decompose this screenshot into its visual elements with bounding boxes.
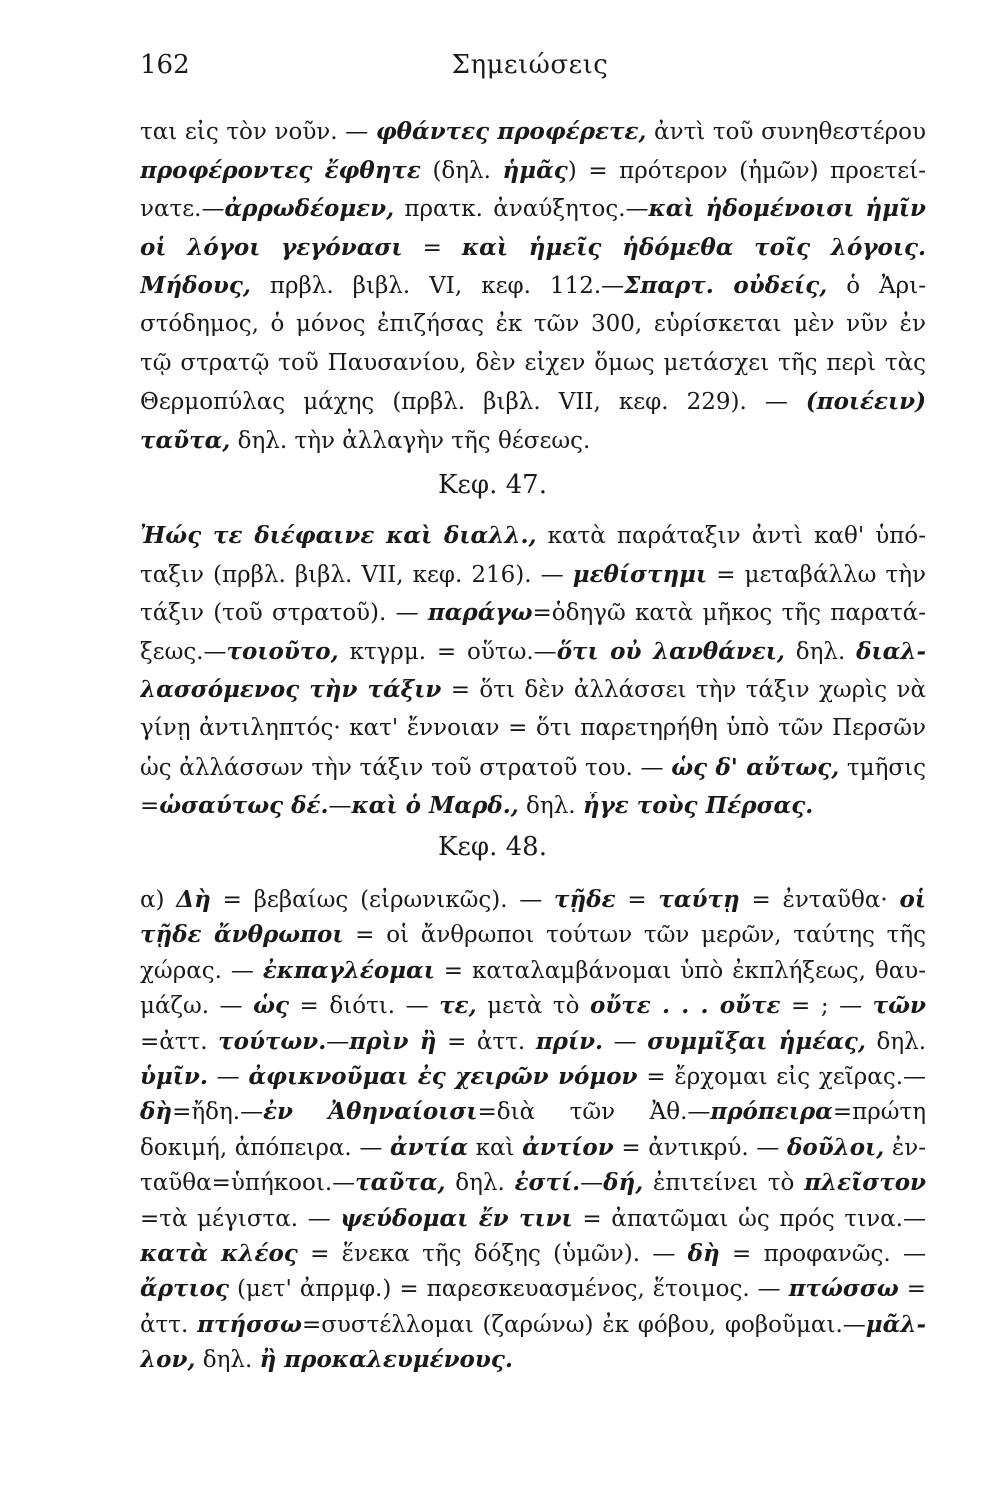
lemma-term: ταύτῃ	[658, 886, 740, 913]
lemma-term: οἱ	[899, 886, 926, 913]
text-line	[140, 1169, 926, 1198]
lemma-term: ἡμᾶς	[502, 156, 568, 184]
text-line	[140, 1134, 926, 1163]
lemma-term: οἱ λόγοι γεγόνασι	[140, 233, 403, 261]
gloss-text: = μεταβάλλω τὴν	[707, 561, 926, 588]
gloss-text: =διὰ τῶν Ἀθ.—	[477, 1099, 711, 1126]
gloss-text: στόδημος, ὁ μόνος ἐπιζήσας ἐκ τῶν 300, εὑρίσκεται μὲν νῦν ἐν	[140, 311, 926, 337]
gloss-text: ἐν-	[884, 1134, 926, 1161]
gloss-text: = ; —	[780, 993, 873, 1020]
gloss-text: —	[580, 1170, 604, 1197]
chapter-heading-48: Κεφ. 48.	[438, 832, 547, 862]
gloss-text: =συστέλλομαι (ζαρώνω) ἐκ φόβου, φοβοῦμαι.—	[301, 1311, 866, 1338]
lemma-term: ταῦτα,	[355, 1169, 446, 1197]
lemma-term: ἀρρωδέομεν,	[224, 195, 395, 223]
lemma-term: ἀντίον	[522, 1133, 614, 1161]
gloss-text: = ἀντικρύ. —	[613, 1134, 788, 1161]
lemma-term: ὡς	[253, 992, 289, 1020]
lemma-term: διαλ-	[856, 637, 926, 665]
lemma-term: δή,	[603, 1169, 644, 1197]
gloss-text: τμῆσις	[839, 754, 926, 781]
running-title: Σημειώσεις	[451, 50, 609, 80]
lemma-term: δοῦλοι,	[787, 1133, 885, 1161]
text-line	[140, 311, 926, 339]
gloss-text: ἀττ.	[140, 1311, 198, 1338]
gloss-text: —	[328, 793, 352, 820]
lemma-term: λασσόμενος τὴν τάξιν	[140, 676, 442, 704]
lemma-term: ὅτι οὐ λανθάνει,	[556, 637, 785, 665]
lemma-term: τῇδε	[554, 886, 616, 913]
lemma-term: ὡς δ' αὔτως,	[671, 753, 840, 781]
gloss-text: ἐπιτείνει τὸ	[643, 1170, 805, 1197]
lemma-term: πρίν.	[535, 1027, 604, 1055]
gloss-text: γίνῃ ἀντιληπτός· κατ' ἔννοιαν = ὅτι παρετηρήθη ὑπὸ τῶν Περσῶν	[140, 715, 926, 741]
lemma-term: ἀφικνοῦμαι ἐς χειρῶν νόμον	[248, 1063, 638, 1090]
page-header	[140, 50, 920, 90]
gloss-text: μετὰ τὸ	[476, 993, 590, 1020]
text-line	[140, 350, 926, 378]
chapter-heading-47: Κεφ. 47.	[438, 470, 547, 500]
lemma-term: καὶ ἡμεῖς ἡδόμεθα τοῖς λόγοις.	[461, 233, 926, 261]
lemma-term: προφέροντες ἔφθητε	[140, 156, 421, 184]
gloss-text: δηλ.	[784, 638, 857, 665]
lemma-term: Σπαρτ. οὐδείς,	[624, 272, 828, 300]
gloss-text: ) = πρότερον (ἡμῶν) προετεί-	[567, 157, 926, 184]
lemma-term: ἦγε τοὺς Πέρσας.	[582, 792, 814, 820]
gloss-text: = ἀττ.	[436, 1028, 536, 1055]
gloss-text: χώρας. —	[140, 957, 263, 984]
lemma-term: ἢ προκαλευμένους.	[259, 1346, 513, 1374]
lemma-term: δὴ	[140, 1098, 173, 1126]
text-line	[140, 599, 926, 628]
gloss-text: κατὰ παράταξιν ἀντὶ καθ' ὑπό-	[536, 523, 926, 549]
gloss-text: = ὅτι δὲν ἀλλάσσει τὴν τάξιν χωρὶς νὰ	[441, 677, 926, 704]
lemma-term: καὶ ὁ Μαρδ.,	[351, 792, 519, 820]
text-line	[140, 886, 926, 915]
lemma-term: μεθίστημι	[572, 560, 708, 588]
lemma-term: δὴ	[687, 1240, 720, 1267]
gloss-text: κτγρμ. = οὕτω.—	[338, 638, 557, 665]
gloss-text: δηλ.	[195, 1347, 260, 1374]
text-line	[140, 992, 926, 1021]
lemma-term: οὔτε . . . οὔτε	[589, 992, 781, 1020]
lemma-term: λον,	[140, 1346, 196, 1374]
text-line	[140, 1063, 926, 1092]
gloss-text: =	[615, 887, 659, 913]
lemma-term: ὑμῖν.	[140, 1063, 208, 1090]
gloss-text: α)	[140, 887, 177, 913]
lemma-term: ἐκπαγλέομαι	[262, 956, 435, 984]
lemma-term: ἀντία	[389, 1133, 468, 1161]
gloss-text: δηλ.	[445, 1170, 515, 1197]
gloss-text: = καταλαμβάνομαι ὑπὸ ἐκπλήξεως, θαυ-	[434, 957, 926, 984]
gloss-text: ὁ Ἀρι-	[827, 273, 926, 300]
lemma-term: μᾶλ-	[865, 1310, 926, 1338]
lemma-term: τοιοῦτο,	[226, 637, 339, 665]
lemma-term: ἐν Ἀθηναίοισι	[263, 1098, 478, 1126]
text-line	[140, 1275, 926, 1304]
text-line	[140, 1240, 926, 1269]
lemma-term: Δὴ	[176, 886, 211, 913]
gloss-text: πρατκ. ἀναύξητος.—	[394, 196, 649, 223]
gloss-text: πρβλ. βιβλ. VI, κεφ. 112.—	[250, 273, 625, 300]
text-line	[140, 638, 926, 667]
text-line	[140, 561, 926, 590]
text-line	[140, 1346, 926, 1375]
lemma-term: πτήσσω	[197, 1310, 302, 1338]
gloss-text: =ἀττ.	[140, 1028, 219, 1055]
gloss-text: δηλ.	[518, 793, 583, 820]
lemma-term: καὶ ἡδομένοισι ἡμῖν	[648, 195, 926, 223]
lemma-term: τῇδε ἄνθρωποι	[140, 921, 344, 949]
text-line	[140, 234, 926, 263]
gloss-text: δηλ. τὴν ἀλλαγὴν τῆς θέσεως.	[230, 427, 591, 454]
text-line	[140, 715, 926, 743]
lemma-term: πρόπειρα	[710, 1098, 833, 1126]
lemma-term: Μήδους,	[140, 272, 251, 300]
gloss-text: —	[207, 1064, 249, 1090]
text-line	[140, 118, 926, 147]
text-line	[140, 792, 926, 821]
lemma-term: πλεῖστον	[804, 1169, 926, 1197]
gloss-text: = ἔρχομαι εἰς χεῖρας.—	[637, 1064, 926, 1090]
gloss-text: καὶ	[467, 1134, 523, 1161]
lemma-term: ὡσαύτως δέ.	[159, 792, 329, 820]
text-line	[140, 195, 926, 224]
gloss-text: νατε.—	[140, 196, 225, 223]
gloss-text: = ἀπατῶμαι ὡς πρός τινα.—	[572, 1205, 926, 1232]
text-line	[140, 272, 926, 301]
gloss-text: = διότι. —	[289, 993, 440, 1020]
gloss-text: =πρώτη	[832, 1099, 926, 1126]
text-line	[140, 1098, 926, 1127]
gloss-text: τάξιν (τοῦ στρατοῦ). —	[140, 600, 428, 627]
gloss-text: =τὰ μέγιστα. —	[140, 1205, 341, 1232]
gloss-text: = ἐνταῦθα·	[739, 887, 900, 913]
gloss-text: ξεως.—	[140, 638, 227, 665]
lemma-term: συμμῖξαι ἡμέας,	[647, 1027, 866, 1055]
gloss-text: —	[603, 1028, 648, 1055]
gloss-text: ταῦθα=ὑπήκοοι.—	[140, 1170, 356, 1197]
text-line	[140, 157, 926, 186]
lemma-term: ἄρτιος	[140, 1275, 229, 1303]
gloss-text: (δηλ.	[420, 157, 503, 184]
text-line	[140, 676, 926, 705]
text-line	[140, 1205, 926, 1234]
gloss-text: (μετ' ἀπρμφ.) = παρεσκευασμένος, ἕτοιμος. —	[228, 1276, 789, 1303]
gloss-text: =	[898, 1276, 926, 1303]
gloss-text: ὡς ἀλλάσσων τὴν τάξιν τοῦ στρατοῦ του. —	[140, 754, 672, 781]
text-line	[140, 921, 926, 950]
text-line	[140, 754, 926, 783]
lemma-term: τῶν	[872, 992, 926, 1020]
gloss-text: ταξιν (πρβλ. βιβλ. VII, κεφ. 216). —	[140, 561, 573, 588]
lemma-term: παράγω	[427, 599, 533, 627]
text-line	[140, 388, 926, 417]
gloss-text: = ἕνεκα τῆς δόξης (ὑμῶν). —	[297, 1241, 688, 1267]
lemma-term: ἐστί.	[514, 1169, 581, 1197]
lemma-term: πρὶν ἢ	[349, 1027, 437, 1055]
text-line	[140, 1028, 926, 1057]
lemma-term: ταῦτα,	[140, 426, 231, 454]
gloss-text: =	[402, 234, 462, 261]
text-line	[140, 957, 926, 986]
page-number: 162	[140, 50, 190, 80]
gloss-text: ται εἰς τὸν νοῦν. —	[140, 119, 376, 145]
gloss-text: = προφανῶς. —	[719, 1241, 926, 1267]
lemma-term: πτώσσω	[788, 1275, 899, 1303]
lemma-term: τε,	[439, 992, 477, 1020]
lemma-term: φθάντες προφέρετε,	[375, 118, 647, 145]
gloss-text: δοκιμή, ἀπόπειρα. —	[140, 1134, 390, 1161]
gloss-text: =	[140, 793, 160, 820]
lemma-term: ψεύδομαι ἔν τινι	[340, 1204, 573, 1232]
gloss-text: =ὁδηγῶ κατὰ μῆκος τῆς παρατά-	[532, 600, 926, 627]
text-line	[140, 427, 926, 456]
lemma-term: τούτων.	[218, 1027, 327, 1055]
gloss-text: ἀντὶ τοῦ συνηθεστέρου	[646, 119, 926, 145]
gloss-text: τῷ στρατῷ τοῦ Παυσανίου, δὲν εἶχεν ὅμως μετάσχει τῆς περὶ τὰς	[140, 349, 926, 376]
lemma-term: κατὰ κλέος	[140, 1240, 298, 1267]
text-line	[140, 1311, 926, 1340]
gloss-text: μάζω. —	[140, 993, 254, 1020]
gloss-text: δηλ.	[865, 1028, 926, 1055]
gloss-text: —	[326, 1028, 350, 1055]
text-line	[140, 522, 926, 551]
lemma-term: Ἠώς τε διέφαινε καὶ διαλλ.,	[140, 522, 537, 549]
gloss-text: =ἤδη.—	[172, 1099, 264, 1126]
gloss-text: = βεβαίως (εἰρωνικῶς). —	[210, 887, 555, 913]
gloss-text: = οἱ ἄνθρωποι τούτων τῶν μερῶν, ταύτης τῆς	[343, 922, 926, 949]
lemma-term: (ποιέειν)	[805, 388, 926, 416]
gloss-text: Θερμοπύλας μάχης (πρβλ. βιβλ. VII, κεφ. 229). —	[140, 389, 806, 416]
